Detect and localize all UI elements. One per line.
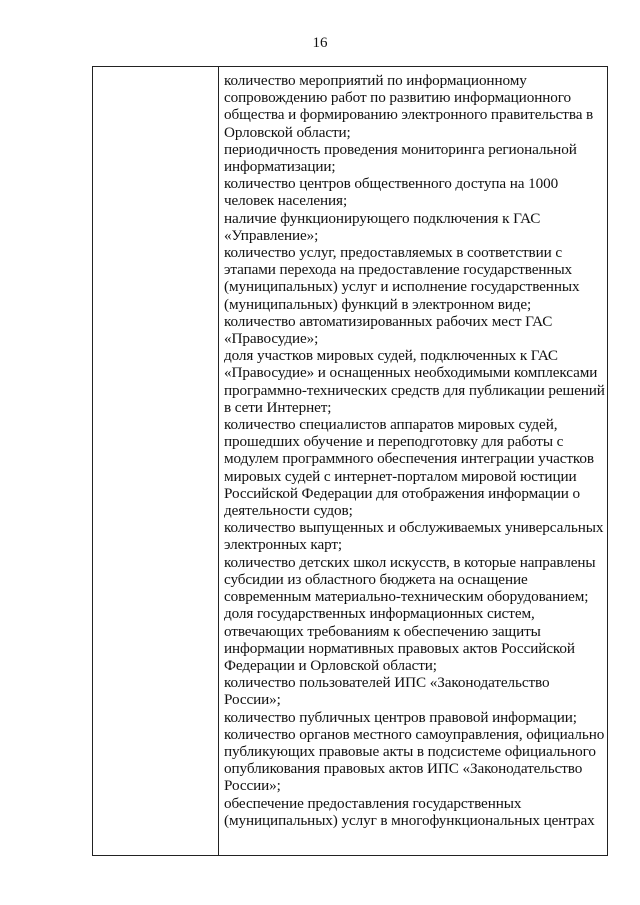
indicator-line: в сети Интернет; <box>224 398 332 416</box>
indicators-table <box>92 66 608 856</box>
indicator-list <box>219 67 607 829</box>
indicator-line: количество услуг, предоставляемых в соответствии с <box>224 244 562 262</box>
indicator-line: Орловской области; <box>224 123 351 141</box>
indicator-line: наличие функционирующего подключения к ГАС <box>224 209 541 227</box>
indicator-line: «Правосудие»; <box>224 330 319 348</box>
indicator-line: количество центров общественного доступа на 1000 <box>224 175 559 193</box>
indicator-line: субсидии из областного бюджета на оснащение <box>224 570 528 588</box>
indicator-line: информатизации; <box>224 158 336 176</box>
indicator-line: опубликования правовых актов ИПС «Законодательство <box>224 760 583 778</box>
indicator-line: Федерации и Орловской области; <box>224 656 437 674</box>
indicator-line: «Управление»; <box>224 226 319 244</box>
indicator-line: современным материально-техническим оборудованием; <box>224 588 589 606</box>
indicator-line: количество публичных центров правовой информации; <box>224 708 577 726</box>
indicator-line: количество выпущенных и обслуживаемых универсальных <box>224 519 604 537</box>
indicator-line: отвечающих требованиям к обеспечению защиты <box>224 622 541 640</box>
indicator-line: сопровождению работ по развитию информационного <box>224 89 571 107</box>
indicator-line: России»; <box>224 777 281 795</box>
indicator-line: Российской Федерации для отображения информации о <box>224 484 580 502</box>
indicator-line: мировых судей с интернет-порталом мировой юстиции <box>224 467 577 485</box>
indicator-line: (муниципальных) услуг и исполнение государственных <box>224 278 580 296</box>
table-left-cell <box>93 67 219 855</box>
indicator-line: «Правосудие» и оснащенных необходимыми комплексами <box>224 364 598 382</box>
indicator-line: количество специалистов аппаратов мировых судей, <box>224 416 558 434</box>
indicator-line: (муниципальных) услуг в многофункциональных центрах <box>224 811 595 829</box>
indicator-line: доля участков мировых судей, подключенных к ГАС <box>224 347 558 365</box>
indicator-line: обеспечение предоставления государственных <box>224 794 522 812</box>
table-right-cell <box>219 67 607 855</box>
indicator-line: количество детских школ искусств, в которые направлены <box>224 553 596 571</box>
indicator-line: этапами перехода на предоставление государственных <box>224 261 573 279</box>
indicator-line: деятельности судов; <box>224 502 353 520</box>
indicator-line: (муниципальных) функций в электронном виде; <box>224 295 532 313</box>
page-number: 16 <box>312 35 328 51</box>
indicator-line: количество мероприятий по информационному <box>224 72 527 89</box>
indicator-line: электронных карт; <box>224 536 343 554</box>
indicator-line: количество органов местного самоуправления, официально <box>224 725 605 743</box>
indicator-line: информации нормативных правовых актов Российской <box>224 639 575 657</box>
indicator-line: общества и формированию электронного правительства в <box>224 106 594 124</box>
indicator-line: модулем программного обеспечения интеграции участков <box>224 450 594 468</box>
indicator-line: количество автоматизированных рабочих мест ГАС <box>224 312 553 330</box>
indicator-line: России»; <box>224 691 281 709</box>
indicator-line: прошедших обучение и переподготовку для работы с <box>224 433 564 451</box>
indicator-line: публикующих правовые акты в подсистеме официального <box>224 742 596 760</box>
indicator-line: программно-технических средств для публикации решений <box>224 381 605 399</box>
indicator-line: периодичность проведения мониторинга региональной <box>224 140 577 158</box>
indicator-line: доля государственных информационных систем, <box>224 605 535 623</box>
indicator-line: количество пользователей ИПС «Законодательство <box>224 674 550 692</box>
indicator-line: человек населения; <box>224 192 348 210</box>
